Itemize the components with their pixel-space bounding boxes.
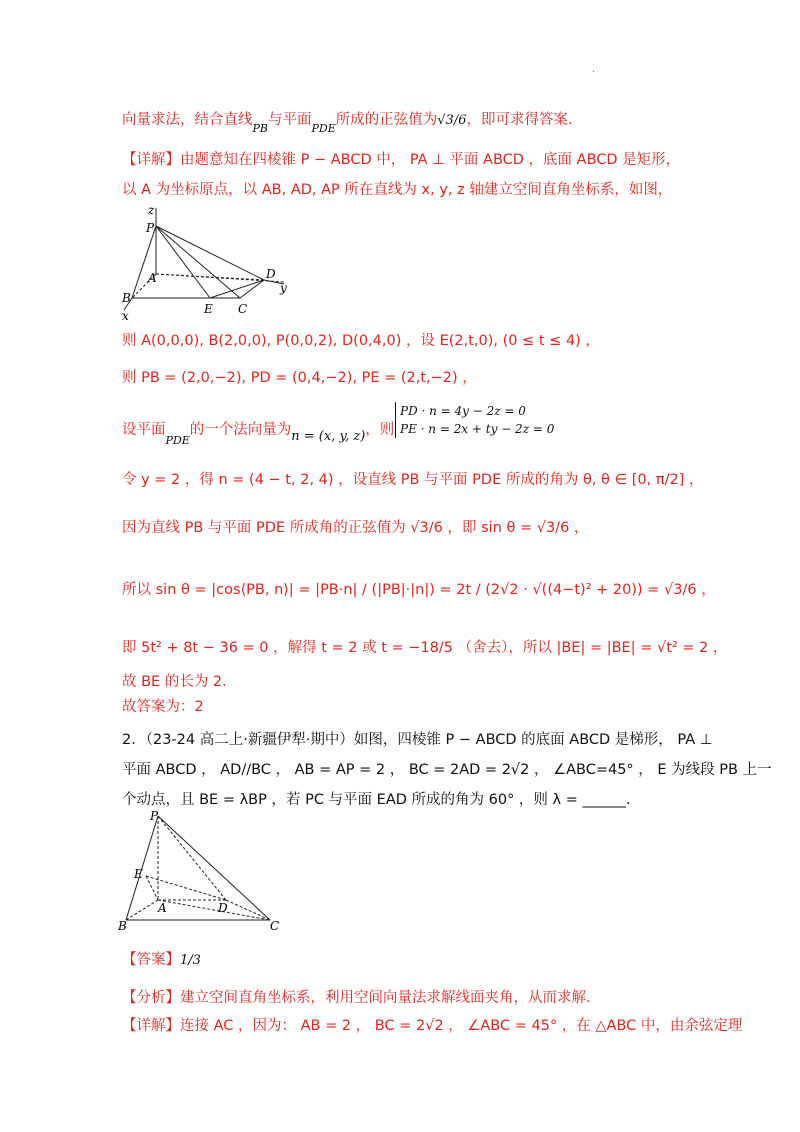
text-line-6	[122, 420, 395, 447]
pyramid-figure-1	[118, 202, 298, 322]
fig1-label-y: y	[280, 281, 287, 295]
l6-text-b: 的一个法向量为	[189, 422, 292, 438]
text-line-3: 以 A 为坐标原点，以 AB, AD, AP 所在直线为 x, y, z 轴建立空间直角坐标系，如图，	[122, 182, 673, 198]
fig2-label-c: C	[270, 919, 280, 933]
fig2-label-a: A	[158, 901, 167, 915]
fig2-label-e: E	[134, 867, 143, 881]
fig1-label-z: z	[148, 203, 155, 217]
fig1-label-c: C	[238, 302, 248, 316]
l6-pde: PDE	[165, 434, 190, 447]
l1-text-a: 向量求法，结合直线	[122, 112, 253, 128]
analysis-line	[122, 988, 591, 1008]
fig2-edge-ea	[146, 876, 158, 900]
answer-tag: 【答案】	[122, 952, 180, 968]
fig2-label-d: D	[218, 901, 228, 915]
detail-line	[122, 1016, 742, 1036]
fig1-edge-pe	[156, 226, 210, 298]
fig2-label-b: B	[118, 919, 127, 933]
question-2-line-1: 2．（23-24 高二上·新疆伊犁·期中）如图，四棱锥 P − ABCD 的底面 ABCD 是梯形， PA ⊥	[122, 732, 713, 748]
fig1-label-x: x	[122, 309, 129, 322]
l1-pde: PDE	[311, 122, 336, 135]
analysis-tag: 【分析】	[122, 990, 180, 1006]
equation-1: PD · n = 4y − 2z = 0	[400, 404, 526, 418]
l1-text-d: ，即可求得答案.	[466, 112, 573, 128]
detail-tag-2: 【详解】	[122, 1018, 180, 1034]
fig1-edge-cd	[240, 280, 264, 298]
fig2-edge-ac	[158, 900, 270, 920]
corner-mark: .	[592, 64, 596, 75]
fig1-edge-pb	[132, 226, 156, 298]
fig2-edge-pd	[158, 816, 226, 900]
answer-line	[122, 950, 201, 971]
fig1-label-b: B	[122, 291, 131, 305]
l6-text-a: 设平面	[122, 422, 166, 438]
text-line-2	[122, 150, 680, 170]
question-2-line-3: 个动点，且 BE = λBP ，若 PC 与平面 EAD 所成的角为 60° ，则 λ = ______.	[122, 792, 631, 808]
equation-system	[395, 402, 554, 438]
l1-text-c: 所成的正弦值为	[335, 112, 438, 128]
equation-2: PE · n = 2x + ty − 2z = 0	[400, 422, 555, 436]
l2-text: 由题意知在四棱锥 P − ABCD 中， PA ⊥ 平面 ABCD ，底面 ABCD 是矩形，	[180, 152, 681, 168]
text-line-12: 故答案为：2	[122, 699, 204, 715]
text-line-7: 令 y = 2 ，得 n = (4 − t, 2, 4) ，设直线 PB 与平面 PDE 所成的角为 θ, θ ∈ [0, π/2] ，	[122, 472, 704, 488]
fig1-label-a: A	[148, 271, 157, 285]
l1-pb: PB	[252, 122, 268, 135]
question-2-line-2: 平面 ABCD ， AD//BC ， AB = AP = 2 ， BC = 2AD = 2√2 ， ∠ABC=45° ， E 为线段 PB 上一	[122, 762, 772, 778]
analysis-text: 建立空间直角坐标系，利用空间向量法求解线面夹角，从而求解.	[180, 990, 591, 1006]
l6-text-c: ，则	[365, 422, 395, 438]
fig1-label-d: D	[266, 267, 276, 281]
text-line-11: 故 BE 的长为 2.	[122, 674, 227, 690]
l1-text-b: 与平面	[268, 112, 312, 128]
text-line-10: 即 5t² + 8t − 36 = 0 ，解得 t = 2 或 t = −18/5 （舍去），所以 |BE| = |BE| = √t² = 2 ，	[122, 640, 728, 656]
pyramid-figure-2	[118, 808, 288, 934]
fig2-label-p: P	[150, 809, 159, 823]
text-line-9: 所以 sin θ = |cos⟨PB, n⟩| = |PB·n| / (|PB|·|n|) = 2t / (2√2 · √((4−t)² + 20)) = √3/6 ，	[122, 582, 716, 598]
fig1-label-p: P	[146, 221, 155, 235]
text-line-1	[122, 110, 573, 135]
l6-normal: n = (x, y, z)	[291, 429, 366, 444]
fig2-edge-pc	[158, 816, 270, 920]
detail-tag: 【详解】	[122, 152, 180, 168]
text-line-5: 则 PB = (2,0,−2), PD = (0,4,−2), PE = (2,t,−2) ，	[122, 370, 477, 386]
detail-text-2: 连接 AC ，因为： AB = 2 ， BC = 2√2 ， ∠ABC = 45° ，在 △ABC 中，由余弦定理	[180, 1018, 743, 1034]
l1-value: √3/6	[437, 113, 467, 128]
text-line-8: 因为直线 PB 与平面 PDE 所成角的正弦值为 √3/6 ，即 sin θ = √3/6 ，	[122, 520, 589, 536]
fig2-edge-dc	[226, 900, 270, 920]
text-line-4: 则 A(0,0,0), B(2,0,0), P(0,0,2), D(0,4,0) ，设 E(2,t,0), (0 ≤ t ≤ 4) ，	[122, 333, 600, 349]
fig1-label-e: E	[204, 302, 213, 316]
fig1-edge-ad	[156, 274, 264, 280]
answer-value: 1/3	[180, 953, 201, 968]
